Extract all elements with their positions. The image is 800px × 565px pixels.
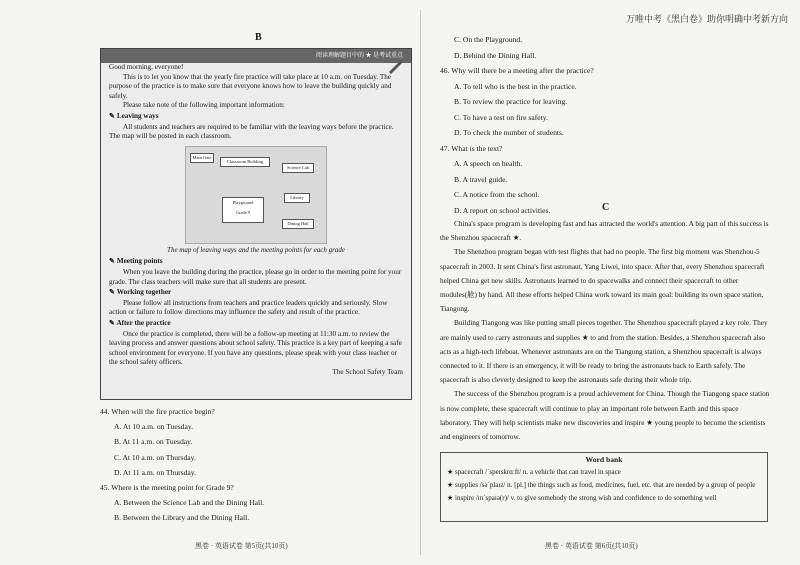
q47-option-b: B. A travel guide. — [454, 174, 508, 184]
intro-note: Please take note of the following important information: — [123, 101, 285, 110]
q45-stem: 45. Where is the meeting point for Grade 9? — [100, 483, 234, 493]
left-footer: 黑卷 · 英语试卷 第5页(共10页) — [195, 542, 288, 550]
heading-meeting-points-text: Meeting points — [116, 257, 163, 266]
leaving-ways-paragraph: All students and teachers are required to be familiar with the leaving ways before the practice. The map will be posted in each classroom. — [109, 122, 394, 141]
q46-option-c: C. To have a test on fire safety. — [454, 112, 548, 122]
q44-option-c: C. At 10 a.m. on Thursday. — [114, 452, 196, 462]
map-dining-hall: Dining Hall — [282, 219, 314, 229]
passage-paragraph-3: Building Tiangong was like putting small pieces together. The Shenzhou spacecraft played a key role. They are mainly used to carry astronauts and supplies ★ to and from the station. Besides, a Shenzhou spacecraft also acts as a high-tech lifeboat. Whenever astronauts are on the Tiangong station, a Shenzhou spacecraft is always connected to it. If there is an emergency, it will be ready to bring the astronauts back to Earth safely. The spacecraft is also cleverly designed to keep the astronauts safe during their whole trip. — [440, 318, 768, 385]
section-c-letter: C — [602, 202, 610, 213]
q45-option-a: A. Between the Science Lab and the Dining Hall. — [114, 498, 265, 508]
notice-banner: 阅读理解题目中的 ★ 是考试重点 — [101, 49, 411, 63]
leaving-ways-map — [185, 146, 327, 244]
intro-paragraph: This is to let you know that the yearly fire practice will take place at 10 a.m. on Tuesday. The purpose of the practice is to make sure that everyone knows how to leave the building quickly and safely. — [109, 72, 392, 100]
signature: The School Safety Team — [332, 367, 403, 376]
q45-option-c: C. On the Playground. — [454, 35, 523, 44]
after-practice-paragraph: Once the practice is completed, there will be a follow-up meeting at 11:30 a.m. to review the leaving process and answer questions about school safety. This practice is a key part of keeping a safe school environment for everyone. If you have any questions, please speak with your class teacher or the school safety officers. — [109, 329, 402, 367]
heading-working-together: ✎ Working together — [109, 288, 172, 297]
map-playground-label: Playground — [232, 199, 254, 205]
heading-working-together-text: Working together — [116, 288, 172, 297]
shenzhou-passage — [440, 217, 770, 444]
q44-option-a: A. At 10 a.m. on Tuesday. — [114, 422, 194, 432]
passage-paragraph-1: China's space program is developing fast and has attracted the world's attention. A big part of this success is the Shenzhou spacecraft ★. — [440, 219, 769, 243]
q47-option-a: A. A speech on health. — [454, 159, 523, 168]
q46-option-d: D. To check the number of students. — [454, 128, 564, 137]
questions-44-45 — [100, 404, 410, 526]
heading-leaving-ways-text: Leaving ways — [116, 111, 159, 120]
heading-meeting-points: ✎ Meeting points — [109, 257, 163, 266]
q47-stem: 47. What is the text? — [440, 143, 503, 153]
passage-paragraph-4: The success of the Shenzhou program is a proud achievement for China. Though the Tiangong space station is now complete, these spacecraft will continue to play an important role between Earth and this space laboratory. They will help scientists make new discoveries and inspire ★ young people to become the scientists and engineers of tomorrow. — [440, 389, 770, 442]
heading-after-practice-text: After the practice — [116, 318, 171, 327]
q44-option-b: B. At 11 a.m. on Tuesday. — [114, 437, 193, 447]
word-bank-entry: ★ supplies /səˈplaɪz/ n. [pl.] the things such as food, medicines, fuel, etc. that are needed by a group of people — [447, 481, 756, 489]
q46-stem: 46. Why will there be a meeting after the practice? — [440, 66, 594, 75]
q45-option-b: B. Between the Library and the Dining Hall. — [114, 513, 250, 523]
map-library: Library — [284, 193, 310, 203]
map-caption: The map of leaving ways and the meeting points for each grade — [167, 245, 345, 254]
right-footer: 黑卷 · 英语试卷 第6页(共10页) — [545, 542, 638, 550]
q47-option-c: C. A notice from the school. — [454, 190, 540, 199]
map-main-gate: Main Gate — [190, 153, 214, 163]
q45-option-d: D. Behind the Dining Hall. — [454, 50, 537, 60]
greeting: Good morning, everyone! — [109, 63, 184, 71]
map-classroom-building: Classroom Building — [220, 157, 270, 167]
word-bank-entry: ★ inspire /ɪnˈspaɪə(r)/ v. to give somebody the strong wish and confidence to do something well — [447, 494, 717, 502]
questions-45-47 — [440, 32, 770, 218]
page-divider — [420, 10, 421, 555]
section-b-letter: B — [255, 32, 262, 43]
meeting-points-paragraph: When you leave the building during the practice, please go in order to the meeting point for your grade. The class teachers will make sure that all students are present. — [109, 267, 402, 286]
word-bank — [440, 452, 768, 522]
q47-option-d: D. A report on school activities. — [454, 205, 551, 215]
q46-option-b: B. To review the practice for leaving. — [454, 97, 568, 106]
passage-paragraph-2: The Shenzhou program began with test flights that had no people. The first big moment was Shenzhou-5 spacecraft in 2003. It sent China's first astronaut, Yang Liwei, into space. After that, every Shenzhou spacecraft helped China get new skills. Astronauts learned to do spacewalks and connect their spacecraft to other modules(舱) by hand. All these efforts helped China work toward its main goal: building its own space station, Tiangong. — [440, 247, 765, 314]
q44-stem: 44. When will the fire practice begin? — [100, 407, 215, 416]
word-bank-title: Word bank — [585, 455, 623, 464]
header-slogan: 万唯中考《黑白卷》助你明确中考新方向 — [625, 14, 788, 24]
word-bank-entry: ★ spacecraft /ˈspeɪskrɑːft/ n. a vehicle that can travel in space — [447, 468, 621, 476]
q46-option-a: A. To tell who is the best in the practice. — [454, 81, 577, 91]
q44-option-d: D. At 11 a.m. on Thursday. — [114, 467, 196, 477]
map-playground — [222, 197, 264, 223]
heading-after-practice: ✎ After the practice — [109, 318, 171, 327]
working-together-paragraph: Please follow all instructions from teachers and practice leaders quickly and seriously. Slow action or failure to follow directions may influence the safety and result of the practice. — [109, 298, 388, 317]
map-science-lab: Science Lab — [282, 163, 314, 173]
pen-icon — [387, 58, 405, 74]
heading-leaving-ways: ✎ Leaving ways — [109, 111, 159, 120]
map-grade-label: Grade 9 — [235, 209, 251, 215]
notice-box — [100, 48, 412, 400]
